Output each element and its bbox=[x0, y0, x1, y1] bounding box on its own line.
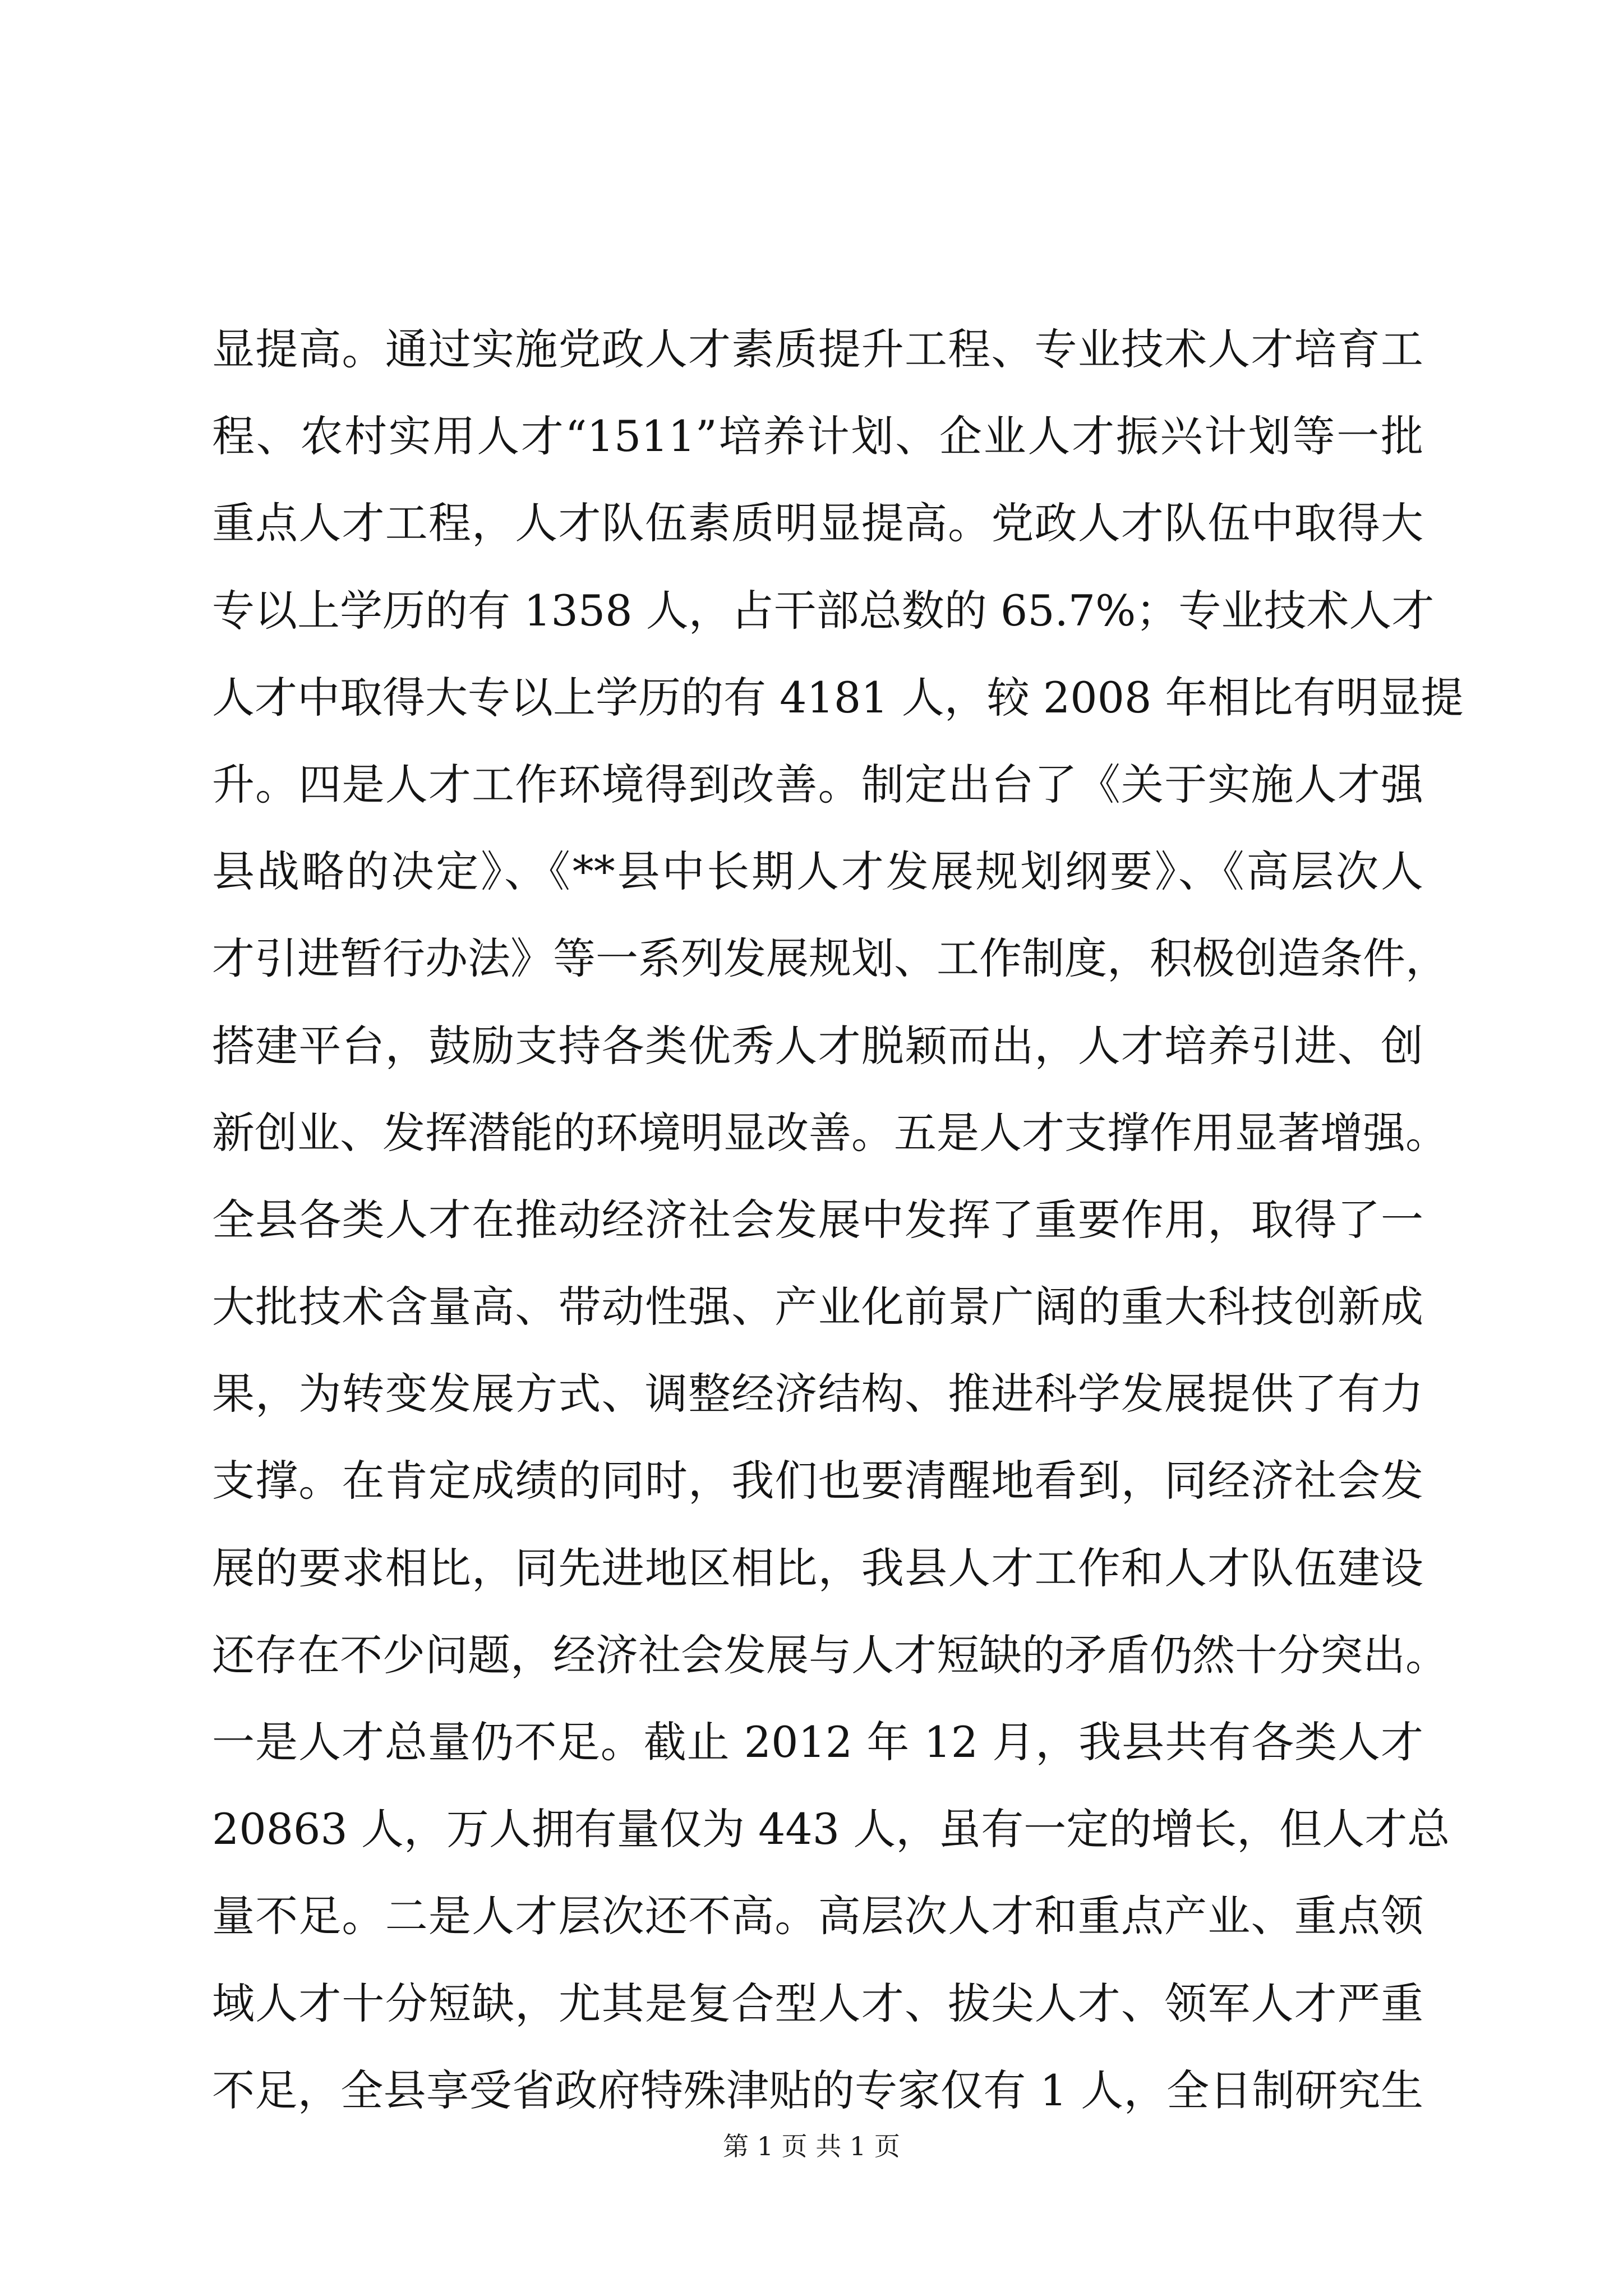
text-line-20: 域人才十分短缺，尤其是复合型人才、拔尖人才、领军人才严重 bbox=[212, 1978, 1423, 2028]
text-line-17: 一是人才总量仍不足。截止 2012 年 12 月，我县共有各类人才 bbox=[212, 1717, 1423, 1767]
text-line-16: 还存在不少问题，经济社会发展与人才短缺的矛盾仍然十分突出。 bbox=[212, 1630, 1448, 1680]
text-line-12: 大批技术含量高、带动性强、产业化前景广阔的重大科技创新成 bbox=[212, 1282, 1423, 1332]
text-line-14: 支撑。在肯定成绩的同时，我们也要清醒地看到，同经济社会发 bbox=[212, 1456, 1423, 1506]
text-line-3: 重点人才工程，人才队伍素质明显提高。党政人才队伍中取得大 bbox=[212, 498, 1423, 549]
text-line-6: 升。四是人才工作环境得到改善。制定出台了《关于实施人才强 bbox=[212, 759, 1423, 809]
text-line-5: 人才中取得大专以上学历的有 4181 人，较 2008 年相比有明显提 bbox=[212, 672, 1464, 723]
text-line-2: 程、农村实用人才“1511”培养计划、企业人才振兴计划等一批 bbox=[212, 411, 1423, 462]
text-line-13: 果，为转变发展方式、调整经济结构、推进科学发展提供了有力 bbox=[212, 1369, 1423, 1419]
text-line-11: 全县各类人才在推动经济社会发展中发挥了重要作用，取得了一 bbox=[212, 1194, 1423, 1245]
page-number-footer: 第 1 页 共 1 页 bbox=[723, 2131, 900, 2161]
body-text bbox=[212, 306, 1464, 2134]
text-line-8: 才引进暂行办法》等一系列发展规划、工作制度，积极创造条件， bbox=[212, 933, 1448, 984]
text-line-7: 县战略的决定》、《**县中长期人才发展规划纲要》、《高层次人 bbox=[212, 846, 1423, 897]
text-line-1: 显提高。通过实施党政人才素质提升工程、专业技术人才培育工 bbox=[212, 324, 1423, 374]
text-line-21: 不足，全县享受省政府特殊津贴的专家仅有 1 人，全日制研究生 bbox=[212, 2065, 1423, 2115]
text-line-10: 新创业、发挥潜能的环境明显改善。五是人才支撑作用显著增强。 bbox=[212, 1107, 1448, 1158]
text-line-9: 搭建平台，鼓励支持各类优秀人才脱颖而出，人才培养引进、创 bbox=[212, 1020, 1423, 1071]
text-line-19: 量不足。二是人才层次还不高。高层次人才和重点产业、重点领 bbox=[212, 1891, 1423, 1941]
text-line-15: 展的要求相比，同先进地区相比，我县人才工作和人才队伍建设 bbox=[212, 1543, 1423, 1593]
text-line-18: 20863 人，万人拥有量仅为 443 人，虽有一定的增长，但人才总 bbox=[212, 1804, 1450, 1855]
text-line-4: 专以上学历的有 1358 人，占干部总数的 65.7%；专业技术人才 bbox=[212, 585, 1435, 636]
